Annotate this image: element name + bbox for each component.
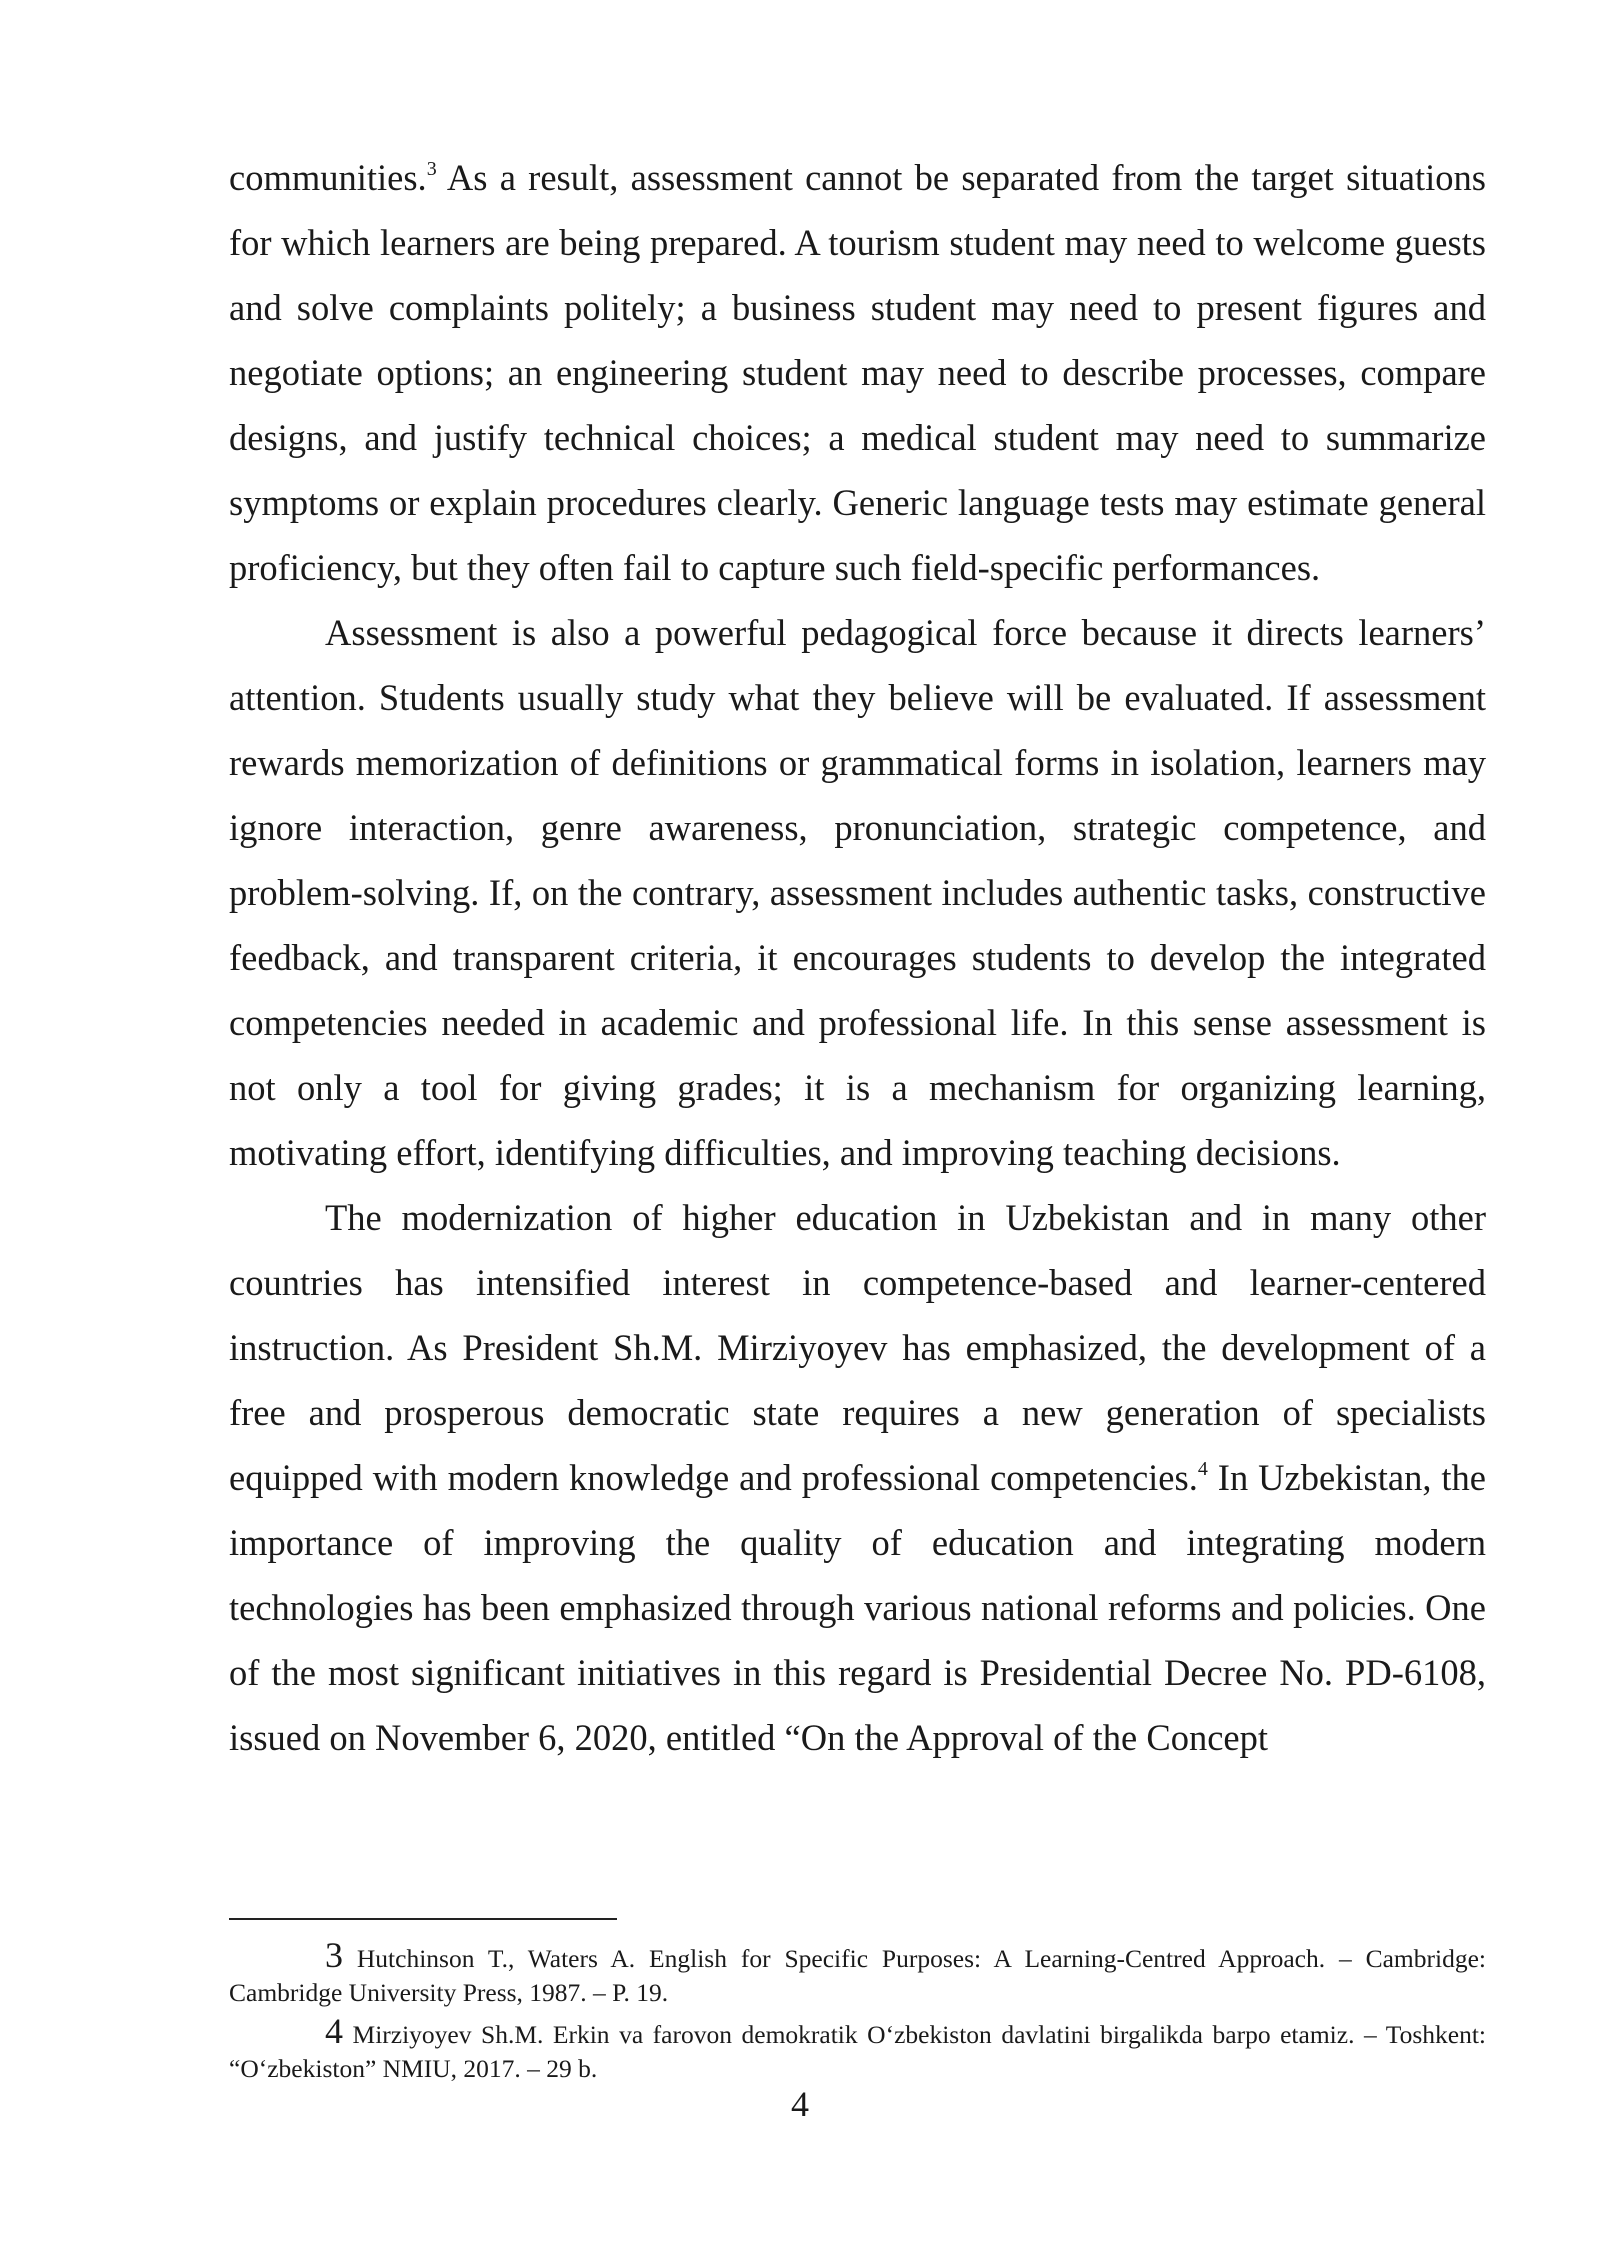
footnote-text: Hutchinson T., Waters A. English for Specific Purposes: A Learning-Centred Approach. – Cambridge: Cambridge University Press, 1987. – P. 19. [229, 1944, 1486, 2007]
footnote-number: 3 [325, 1935, 343, 1975]
page-number: 4 [791, 2084, 809, 2124]
paragraph-3 [229, 1185, 1486, 1770]
footnotes [229, 1935, 1486, 2094]
footnote-ref-3[interactable]: 3 [426, 158, 437, 180]
footnote-3 [229, 1935, 1486, 2010]
footnote-separator [229, 1918, 617, 1920]
paragraph-3-rest: In Uzbekistan, the importance of improving the quality of education and integrating modern technologies has been emphasized through various national reforms and policies. One of the most significant initiatives in this regard is Presidential Decree No. PD-6108, issued on November 6, 2020, entitled “On the Approval of the Concept [229, 1457, 1486, 1758]
paragraph-3-start: The modernization of higher education in Uzbekistan and in many other countries has intensified interest in competence-based and learner-centered instruction. As President Sh.M. Mirziyoyev has emphasized, the development of a free and prosperous democratic state requires a new generation of specialists equipped with modern knowledge and professional competencies. [229, 1197, 1486, 1498]
footnote-number: 4 [325, 2011, 343, 2051]
footnote-ref-4[interactable]: 4 [1197, 1458, 1208, 1480]
footnote-4 [229, 2011, 1486, 2086]
footnote-text: Mirziyoyev Sh.M. Erkin va farovon demokratik O‘zbekiston davlatini birgalikda barpo etamiz. – Toshkent: “O‘zbekiston” NMIU, 2017. – 29 b. [229, 2020, 1486, 2083]
paragraph-1-rest: As a result, assessment cannot be separated from the target situations for which learners are being prepared. A tourism student may need to welcome guests and solve complaints politely; a business student may need to present figures and negotiate options; an engineering student may need to describe processes, compare designs, and justify technical choices; a medical student may need to summarize symptoms or explain procedures clearly. Generic language tests may estimate general proficiency, but they often fail to capture such field-specific performances. [229, 157, 1486, 588]
paragraph-1-start: communities. [229, 157, 427, 198]
paragraph-1 [229, 145, 1486, 600]
body-text [229, 145, 1486, 1770]
paragraph-2: Assessment is also a powerful pedagogical force because it directs learners’ attention. Students usually study what they believe will be evaluated. If assessment rewards memorization of definitions or grammatical forms in isolation, learners may ignore interaction, genre awareness, pronunciation, strategic competence, and problem-solving. If, on the contrary, assessment includes authentic tasks, constructive feedback, and transparent criteria, it encourages students to develop the integrated competencies needed in academic and professional life. In this sense assessment is not only a tool for giving grades; it is a mechanism for organizing learning, motivating effort, identifying difficulties, and improving teaching decisions. [229, 612, 1486, 1173]
